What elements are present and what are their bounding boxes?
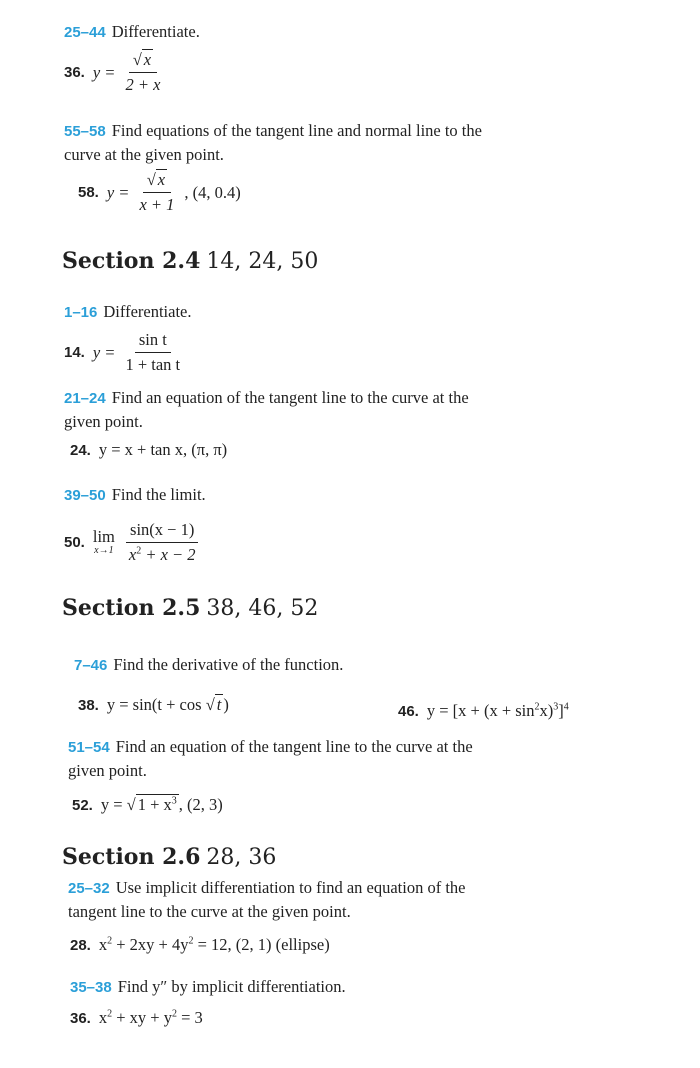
problem-36: 36. y = $\frac{√ x}{2 + x}$ [64, 50, 161, 94]
problem-28: 28. $x^2 + 2xy + 4y^2 = 12$, (2, 1) (ellipse) [70, 935, 330, 954]
problem-46: 46. $y = [x + (x + \sin^2x)^3]^4$ [398, 701, 569, 720]
problem-52: 52. y = √ $1 + x^3$ , (2, 3) [72, 795, 223, 814]
problem-58: 58. y = $\frac{√ x}{x + 1}$ , (4, 0.4) [78, 170, 241, 214]
instruction: 35–38 Find y″ by implicit differentiation. [70, 977, 346, 996]
instruction: 55–58 Find equations of the tangent line and normal line to the curve at the given point. [64, 121, 482, 164]
section-heading: Section 2.6 28, 36 [62, 844, 277, 870]
instruction: 25–32 Use implicit differentiation to find an equation of the tangent line to the curve at the given point. [68, 878, 466, 921]
problem-50: 50. lim x→1 $\frac{\sin(x - 1)}{x^2 + x - 2}$ [64, 520, 206, 565]
problem-24: 24. y = x + tan x, (π, π) [70, 440, 228, 459]
problem-14: 14. y = $\frac{\text{sin t}}{\text{1 + tan t}}$ [64, 330, 181, 374]
instruction: 25–44 Differentiate. [64, 22, 200, 41]
section-heading: Section 2.5 38, 46, 52 [62, 595, 319, 621]
instruction: 21–24 Find an equation of the tangent line to the curve at the given point. [64, 388, 469, 431]
section-heading: Section 2.4 14, 24, 50 [62, 248, 319, 274]
instruction: 7–46 Find the derivative of the function. [74, 655, 344, 674]
instruction: 51–54 Find an equation of the tangent line to the curve at the given point. [68, 737, 473, 780]
problem-38: 38. y = sin(t + cos √ t ) [78, 695, 229, 714]
instruction: 1–16 Differentiate. [64, 302, 192, 321]
problem-36b: 36. $x^2$ + xy + $y^2 = 3$ [70, 1008, 203, 1027]
instruction: 39–50 Find the limit. [64, 485, 206, 504]
